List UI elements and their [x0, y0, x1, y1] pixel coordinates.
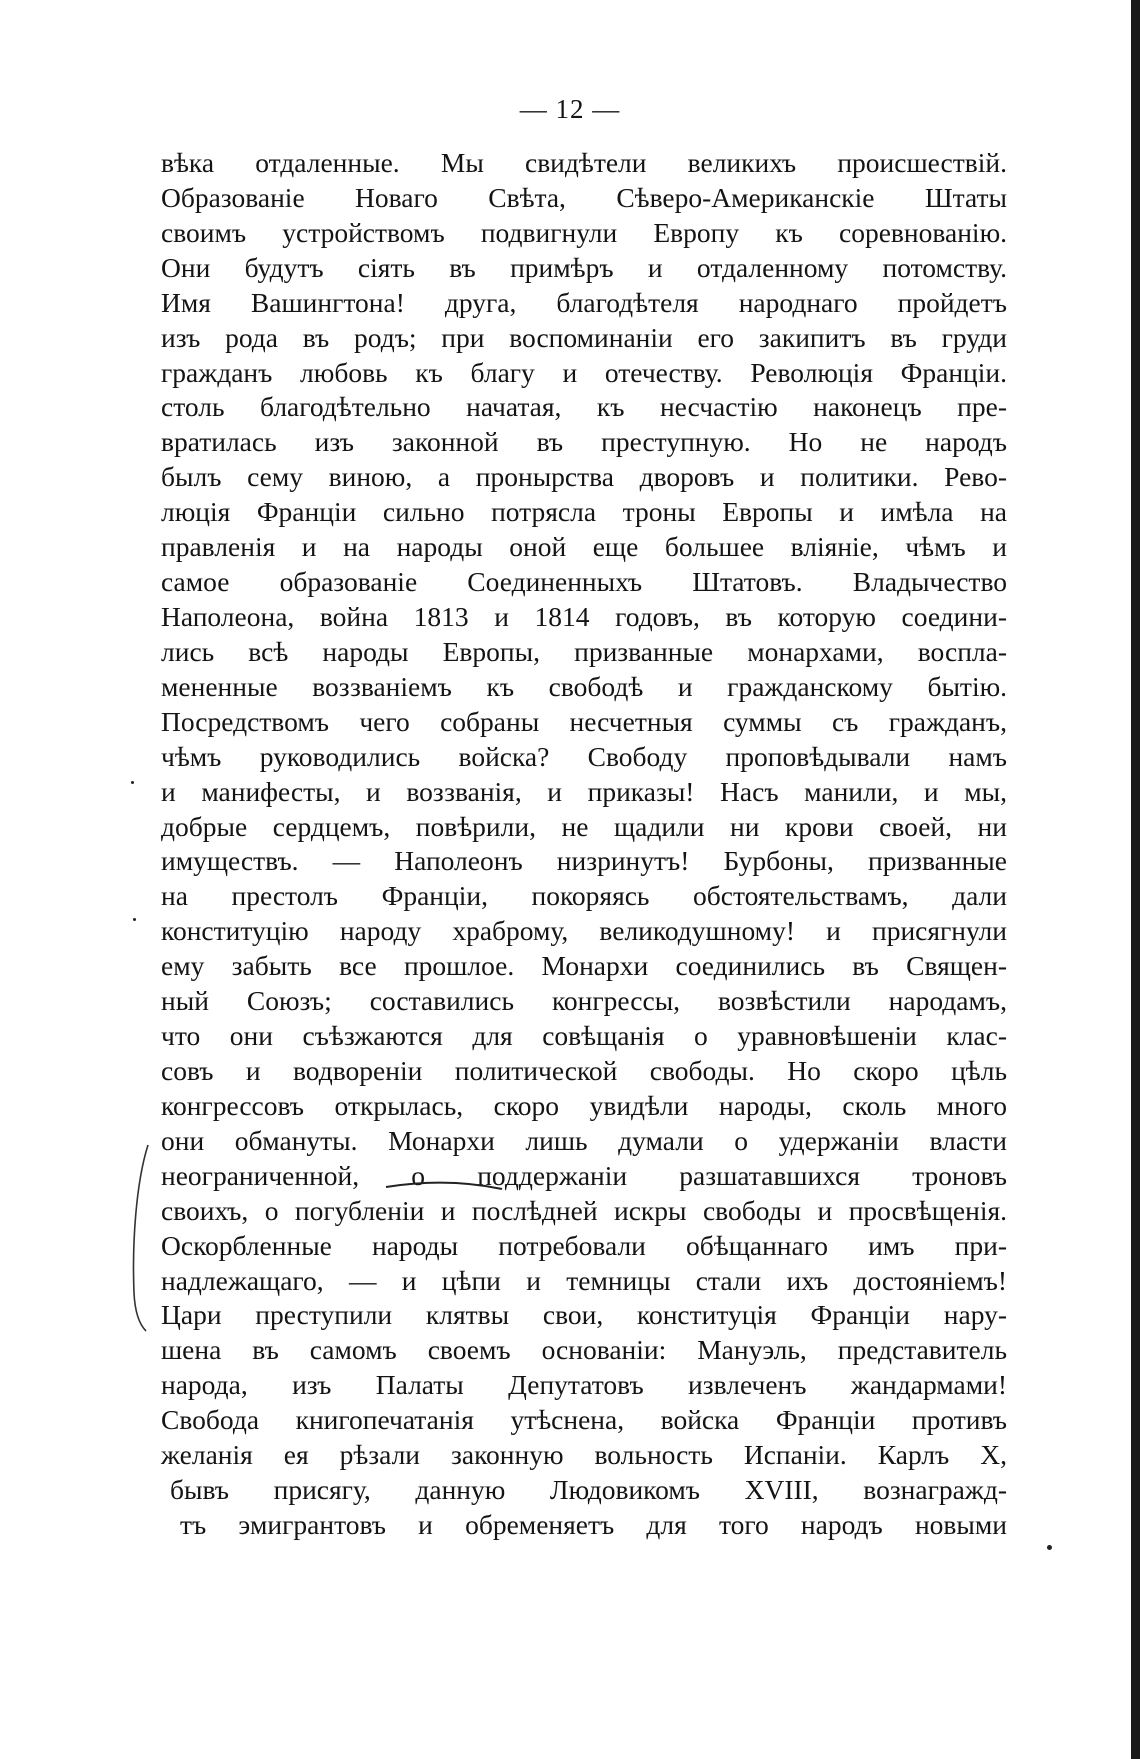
text-line: Посредствомъ чего собраны несчетныя суммы съ гражданъ, — [161, 705, 1007, 737]
underline-mark — [384, 1179, 504, 1209]
text-line: желанія ея рѣзали законную вольность Испаніи. Карлъ X, — [161, 1439, 1007, 1471]
text-line: своихъ, о погубленіи и послѣдней искры свободы и просвѣщенія. — [161, 1194, 1007, 1226]
text-line: Свобода книгопечатанія утѣснена, войска Франціи противъ — [161, 1404, 1007, 1436]
text-line: лись всѣ народы Европы, призванные монархами, воспла- — [161, 635, 1007, 667]
text-line: Цари преступили клятвы свои, конституція Франціи нару- — [161, 1299, 1007, 1331]
text-line: что они съѣзжаются для совѣщанія о уравновѣшеніи клас- — [161, 1020, 1007, 1052]
text-line: имуществъ. — Наполеонъ низринутъ! Бурбоны, призванные — [161, 845, 1007, 877]
text-line: ный Союзъ; составились конгрессы, возвѣстили народамъ, — [161, 985, 1007, 1017]
text-line: Имя Вашингтона! друга, благодѣтеля народнаго пройдетъ — [161, 286, 1007, 318]
text-line: Оскорбленные народы потребовали обѣщаннаго имъ при- — [161, 1229, 1007, 1261]
text-line: вратилась изъ законной въ преступную. Но не народъ — [161, 426, 1007, 458]
margin-bracket-mark — [128, 1143, 158, 1333]
text-line: бывъ присягу, данную Людовикомъ XVIII, вознагражд- — [170, 1474, 1007, 1506]
text-line: чѣмъ руководились войска? Свободу проповѣдывали намъ — [161, 740, 1007, 772]
text-line: люція Франціи сильно потрясла троны Европы и имѣла на — [161, 496, 1007, 528]
body-text — [161, 146, 1007, 1543]
text-line: совъ и водвореніи политической свободы. Но скоро цѣль — [161, 1054, 1007, 1086]
text-line: былъ сему виною, а пронырства дворовъ и политики. Рево- — [161, 461, 1007, 493]
text-line: они обмануты. Монархи лишь думали о удержаніи власти — [161, 1124, 1007, 1156]
text-line: гражданъ любовь къ благу и отечеству. Революція Франціи. — [161, 356, 1007, 388]
text-line: шена въ самомъ своемъ основаніи: Мануэль, представитель — [161, 1334, 1007, 1366]
text-line: народа, изъ Палаты Депутатовъ извлеченъ жандармами! — [161, 1369, 1007, 1401]
text-line: Они будутъ сіять въ примѣръ и отдаленному потомству. — [161, 251, 1007, 283]
text-line: и манифесты, и воззванія, и приказы! Насъ манили, и мы, — [161, 775, 1007, 807]
text-line: своимъ устройствомъ подвигнули Европу къ соревнованію. — [161, 216, 1007, 248]
text-line: неограниченной, о поддержаніи разшатавшихся троновъ — [161, 1159, 1007, 1191]
text-line: столь благодѣтельно начатая, къ несчастію наконецъ пре- — [161, 391, 1007, 423]
speck — [1047, 1545, 1052, 1550]
speck — [131, 781, 134, 784]
text-line: мененные воззваніемъ къ свободѣ и гражданскому бытію. — [161, 670, 1007, 702]
text-line: на престолъ Франціи, покоряясь обстоятельствамъ, дали — [161, 880, 1007, 912]
text-line: вѣка отдаленные. Мы свидѣтели великихъ происшествій. — [161, 147, 1007, 178]
text-line: самое образованіе Соединенныхъ Штатовъ. Владычество — [161, 566, 1007, 598]
page-number: — 12 — — [519, 94, 621, 124]
page-edge-shadow — [1131, 0, 1140, 1759]
text-line: конституцію народу храброму, великодушному! и присягнули — [161, 915, 1007, 947]
text-line: изъ рода въ родъ; при воспоминаніи его закипитъ въ груди — [161, 321, 1007, 353]
text-line: надлежащаго, — и цѣпи и темницы стали ихъ достояніемъ! — [161, 1264, 1007, 1296]
text-line: ему забыть все прошлое. Монархи соединились въ Священ- — [161, 950, 1007, 982]
text-line: Образованіе Новаго Свѣта, Сѣверо-Американскіе Штаты — [161, 181, 1007, 213]
text-line: тъ эмигрантовъ и обременяетъ для того народъ новыми — [180, 1508, 1007, 1540]
speck — [133, 918, 136, 921]
text-line: правленія и на народы оной еще большее вліяніе, чѣмъ и — [161, 531, 1007, 563]
text-line: добрые сердцемъ, повѣрили, не щадили ни крови своей, ни — [161, 810, 1007, 842]
text-line: Наполеона, война 1813 и 1814 годовъ, въ которую соедини- — [161, 600, 1007, 632]
text-line: конгрессовъ открылась, скоро увидѣли народы, сколь много — [161, 1089, 1007, 1121]
